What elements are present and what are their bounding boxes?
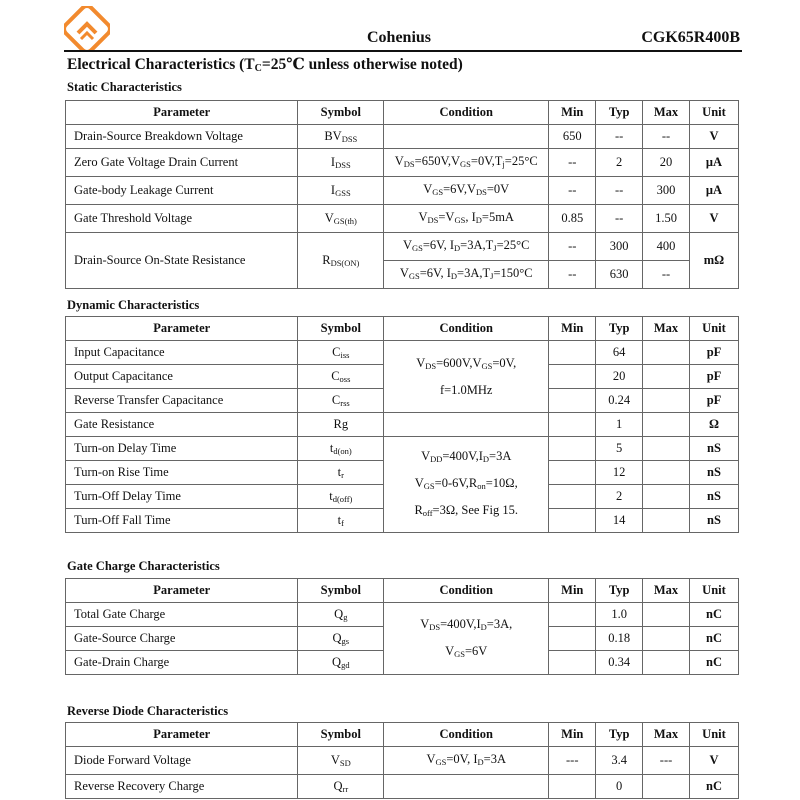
parameter-cell: Gate-Drain Charge	[66, 651, 298, 675]
typ-cell: 0.24	[596, 389, 643, 413]
column-header-condition: Condition	[384, 579, 549, 603]
header-rule	[64, 50, 742, 52]
typ-cell: 64	[596, 341, 643, 365]
max-cell	[643, 603, 690, 627]
parameter-cell: Gate-Source Charge	[66, 627, 298, 651]
column-header-parameter: Parameter	[66, 101, 298, 125]
column-header-symbol: Symbol	[298, 723, 384, 747]
column-header-unit: Unit	[689, 101, 738, 125]
max-cell	[643, 485, 690, 509]
reverse-diode-section-title: Reverse Diode Characteristics	[67, 704, 229, 718]
column-header-typ: Typ	[596, 723, 643, 747]
min-cell	[549, 437, 596, 461]
typ-cell: 20	[596, 365, 643, 389]
typ-cell: 3.4	[596, 747, 643, 775]
parameter-cell: Zero Gate Voltage Drain Current	[66, 149, 298, 177]
column-header-unit: Unit	[689, 317, 738, 341]
column-header-typ: Typ	[596, 101, 643, 125]
typ-cell: 0	[596, 775, 643, 799]
max-cell	[643, 413, 690, 437]
unit-cell: V	[689, 205, 738, 233]
max-cell: ---	[643, 747, 690, 775]
table-row	[66, 603, 739, 627]
max-cell	[643, 461, 690, 485]
symbol-cell: $I_{DSS}$	[298, 149, 384, 177]
column-header-parameter: Parameter	[66, 579, 298, 603]
max-cell	[643, 437, 690, 461]
unit-cell: nC	[689, 651, 738, 675]
column-header-max: Max	[643, 723, 690, 747]
parameter-cell: Gate Threshold Voltage	[66, 205, 298, 233]
cohenius-logo-icon	[64, 6, 110, 52]
table-header-row	[66, 723, 739, 747]
min-cell: --	[549, 149, 596, 177]
condition-cell: $V_{GS}=6V$, $I_D=3A,T_J=150^\circ C$	[384, 261, 549, 289]
typ-cell: 630	[596, 261, 643, 289]
symbol-cell: Rg	[298, 413, 384, 437]
unit-cell: nC	[689, 627, 738, 651]
min-cell: --	[549, 233, 596, 261]
table-header-row	[66, 101, 739, 125]
column-header-min: Min	[549, 101, 596, 125]
part-number: CGK65R400B	[641, 29, 740, 46]
symbol-cell: $I_{GSS}$	[298, 177, 384, 205]
parameter-cell: Turn-Off Delay Time	[66, 485, 298, 509]
parameter-cell: Drain-Source Breakdown Voltage	[66, 125, 298, 149]
unit-cell: pF	[689, 341, 738, 365]
condition-cell	[384, 413, 549, 437]
unit-cell: nS	[689, 437, 738, 461]
max-cell: 400	[643, 233, 690, 261]
column-header-min: Min	[549, 579, 596, 603]
unit-cell: mΩ	[689, 233, 738, 289]
typ-cell: --	[596, 177, 643, 205]
symbol-cell: $t_{d(on)}$	[298, 437, 384, 461]
typ-cell: 2	[596, 485, 643, 509]
typ-cell: 12	[596, 461, 643, 485]
max-cell	[643, 509, 690, 533]
max-cell	[643, 627, 690, 651]
table-row	[66, 437, 739, 461]
typ-cell: 1	[596, 413, 643, 437]
max-cell: 1.50	[643, 205, 690, 233]
min-cell	[549, 651, 596, 675]
column-header-max: Max	[643, 579, 690, 603]
unit-cell: V	[689, 747, 738, 775]
table-row	[66, 775, 739, 799]
condition-cell: $V_{DS}=650V,V_{GS}=0V,T_j=25^\circ C$	[384, 149, 549, 177]
static-characteristics-table	[65, 100, 739, 289]
condition-cell: $V_{GS}=0V$, $I_D=3A$	[384, 747, 549, 775]
condition-cell: $V_{DS}=600V,V_{GS}=0V$, f=1.0MHz	[384, 341, 549, 413]
max-cell	[643, 365, 690, 389]
parameter-cell: Input Capacitance	[66, 341, 298, 365]
min-cell	[549, 603, 596, 627]
parameter-cell: Reverse Recovery Charge	[66, 775, 298, 799]
column-header-typ: Typ	[596, 317, 643, 341]
symbol-cell: $C_{iss}$	[298, 341, 384, 365]
parameter-cell: Turn-on Delay Time	[66, 437, 298, 461]
dynamic-section-title: Dynamic Characteristics	[67, 298, 200, 312]
table-row	[66, 233, 739, 261]
table-row	[66, 205, 739, 233]
typ-cell: 0.34	[596, 651, 643, 675]
parameter-cell: Output Capacitance	[66, 365, 298, 389]
column-header-unit: Unit	[689, 579, 738, 603]
column-header-condition: Condition	[384, 101, 549, 125]
column-header-max: Max	[643, 101, 690, 125]
symbol-cell: $Q_g$	[298, 603, 384, 627]
column-header-min: Min	[549, 317, 596, 341]
column-header-max: Max	[643, 317, 690, 341]
typ-cell: --	[596, 125, 643, 149]
parameter-cell: Gate Resistance	[66, 413, 298, 437]
symbol-cell: $t_f$	[298, 509, 384, 533]
condition-cell: $V_{GS}=6V$, $I_D=3A,T_J=25^\circ C$	[384, 233, 549, 261]
condition-cell: $V_{DD}=400V,I_D=3A$ $V_{GS}=0-6V,R_{on}=10\Omega$, $R_{off}=3\Omega$, See Fig 15.	[384, 437, 549, 533]
parameter-cell: Total Gate Charge	[66, 603, 298, 627]
unit-cell: pF	[689, 389, 738, 413]
table-row	[66, 341, 739, 365]
static-section-title: Static Characteristics	[67, 80, 182, 94]
column-header-typ: Typ	[596, 579, 643, 603]
max-cell: 20	[643, 149, 690, 177]
unit-cell: pF	[689, 365, 738, 389]
symbol-cell: $t_{d(off)}$	[298, 485, 384, 509]
min-cell	[549, 509, 596, 533]
symbol-cell: $t_r$	[298, 461, 384, 485]
table-row	[66, 413, 739, 437]
parameter-cell: Turn-Off Fall Time	[66, 509, 298, 533]
company-name: Cohenius	[367, 29, 432, 46]
min-cell	[549, 389, 596, 413]
min-cell	[549, 341, 596, 365]
parameter-cell: Reverse Transfer Capacitance	[66, 389, 298, 413]
max-cell	[643, 775, 690, 799]
symbol-cell: $Q_{gd}$	[298, 651, 384, 675]
column-header-parameter: Parameter	[66, 317, 298, 341]
min-cell: ---	[549, 747, 596, 775]
parameter-cell: Turn-on Rise Time	[66, 461, 298, 485]
min-cell: --	[549, 261, 596, 289]
gate-charge-table	[65, 578, 739, 675]
page-title: Electrical Characteristics ($T_C=25℃$ unless otherwise noted)	[67, 56, 463, 74]
unit-cell: nC	[689, 603, 738, 627]
column-header-symbol: Symbol	[298, 579, 384, 603]
min-cell: 0.85	[549, 205, 596, 233]
min-cell	[549, 485, 596, 509]
table-row	[66, 177, 739, 205]
column-header-condition: Condition	[384, 317, 549, 341]
table-row	[66, 747, 739, 775]
table-row	[66, 125, 739, 149]
parameter-cell: Drain-Source On-State Resistance	[66, 233, 298, 289]
min-cell	[549, 461, 596, 485]
max-cell: --	[643, 125, 690, 149]
condition-cell: $V_{DS}=V_{GS}$, $I_D=5mA$	[384, 205, 549, 233]
typ-cell: 1.0	[596, 603, 643, 627]
reverse-diode-table	[65, 722, 739, 799]
symbol-cell: $R_{DS(ON)}$	[298, 233, 384, 289]
dynamic-characteristics-table	[65, 316, 739, 533]
unit-cell: μA	[689, 149, 738, 177]
unit-cell: Ω	[689, 413, 738, 437]
symbol-cell: $V_{GS(th)}$	[298, 205, 384, 233]
parameter-cell: Gate-body Leakage Current	[66, 177, 298, 205]
typ-cell: 300	[596, 233, 643, 261]
typ-cell: 5	[596, 437, 643, 461]
table-header-row	[66, 579, 739, 603]
column-header-symbol: Symbol	[298, 317, 384, 341]
unit-cell: nS	[689, 485, 738, 509]
typ-cell: 2	[596, 149, 643, 177]
max-cell: 300	[643, 177, 690, 205]
column-header-symbol: Symbol	[298, 101, 384, 125]
min-cell	[549, 365, 596, 389]
max-cell: --	[643, 261, 690, 289]
symbol-cell: $Q_{rr}$	[298, 775, 384, 799]
max-cell	[643, 341, 690, 365]
unit-cell: nC	[689, 775, 738, 799]
column-header-condition: Condition	[384, 723, 549, 747]
column-header-unit: Unit	[689, 723, 738, 747]
min-cell: --	[549, 177, 596, 205]
min-cell	[549, 627, 596, 651]
gate-charge-section-title: Gate Charge Characteristics	[67, 559, 220, 573]
table-row	[66, 149, 739, 177]
max-cell	[643, 651, 690, 675]
symbol-cell: $C_{rss}$	[298, 389, 384, 413]
typ-cell: 14	[596, 509, 643, 533]
unit-cell: μA	[689, 177, 738, 205]
unit-cell: nS	[689, 461, 738, 485]
symbol-cell: $BV_{DSS}$	[298, 125, 384, 149]
table-header-row	[66, 317, 739, 341]
min-cell	[549, 775, 596, 799]
parameter-cell: Diode Forward Voltage	[66, 747, 298, 775]
unit-cell: V	[689, 125, 738, 149]
min-cell: 650	[549, 125, 596, 149]
typ-cell: --	[596, 205, 643, 233]
condition-cell: $V_{DS}=400V,I_D=3A$, $V_{GS}=6V$	[384, 603, 549, 675]
symbol-cell: $V_{SD}$	[298, 747, 384, 775]
symbol-cell: $C_{oss}$	[298, 365, 384, 389]
unit-cell: nS	[689, 509, 738, 533]
condition-cell	[384, 775, 549, 799]
typ-cell: 0.18	[596, 627, 643, 651]
max-cell	[643, 389, 690, 413]
symbol-cell: $Q_{gs}$	[298, 627, 384, 651]
condition-cell	[384, 125, 549, 149]
condition-cell: $V_{GS}=6V,V_{DS}=0V$	[384, 177, 549, 205]
column-header-parameter: Parameter	[66, 723, 298, 747]
min-cell	[549, 413, 596, 437]
column-header-min: Min	[549, 723, 596, 747]
